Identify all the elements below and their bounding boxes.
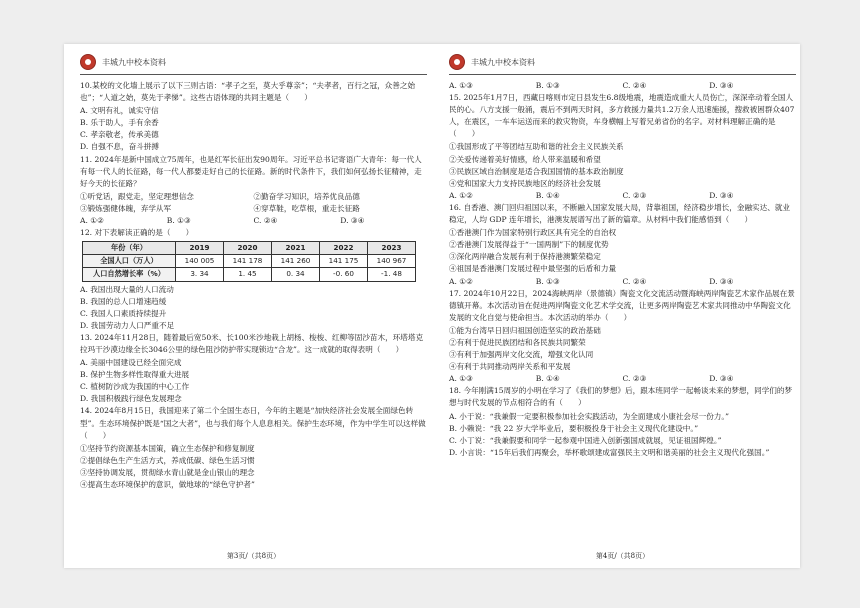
q16-choice-a: A. ①② xyxy=(449,276,473,286)
table-cell: 141 260 xyxy=(272,255,320,268)
table-header-label: 年份（年） xyxy=(83,242,176,255)
header-title: 丰城九中校本资料 xyxy=(471,58,535,67)
exam-sheet xyxy=(64,44,800,568)
q11-item-3: ③锻炼强健体魄，弃学从军 xyxy=(80,203,172,213)
question-10-stem: 10.某校的文化墙上展示了以下三则古语：“孝子之至，莫大乎尊亲”；“夫孝者，百行之冠，众善之始也”；“人道之始，莫先于孝悌”。这些古语体现的共同主题是（ ） xyxy=(80,81,416,103)
q16-item-1: ①香港澳门作为国家特别行政区具有完全的自治权 xyxy=(449,228,617,238)
q16-choice-d: D. ③④ xyxy=(709,276,734,286)
q17-choices xyxy=(449,373,796,385)
q15-item-2: ②关爱传递着美好情感，给人带来温暖和希望 xyxy=(449,154,601,164)
q17-choice-a: A. ①③ xyxy=(449,374,473,384)
q12-option-b: B. 我国的总人口增速趋缓 xyxy=(80,296,167,306)
q17-item-4: ④有利于共同推动两岸关系和平发展 xyxy=(449,362,571,372)
question-12-stem: 12. 对下表解读正确的是（ ） xyxy=(80,228,194,238)
table-cell: 141 178 xyxy=(224,255,272,268)
table-row-label: 全国人口（万人） xyxy=(83,255,176,268)
table-year: 2022 xyxy=(320,242,368,255)
school-logo-icon xyxy=(449,54,465,70)
q11-item-4: ④穿草鞋，吃草根，重走长征路 xyxy=(253,203,360,213)
header-title: 丰城九中校本资料 xyxy=(102,58,166,67)
q10-option-b: B. 乐于助人，手有余香 xyxy=(80,118,159,128)
q11-item-2: ②勤奋学习知识，培养优良品德 xyxy=(253,191,360,201)
q13-option-d: D. 我国积极践行绿色发展理念 xyxy=(80,394,182,404)
q13-option-c: C. 植树防沙成为我国的中心工作 xyxy=(80,382,190,392)
q11-items-row1 xyxy=(80,191,427,203)
q15-item-4: ④党和国家大力支持民族地区的经济社会发展 xyxy=(449,178,601,188)
page-footer: 第4页/（共8页） xyxy=(595,551,650,560)
q14-item-4: ④提高生态环境保护的意识，做地球的“绿色守护者” xyxy=(80,480,255,489)
q14-item-3: ③坚持协调发展，贯彻绿水青山就是金山银山的理念 xyxy=(80,467,255,477)
q14-choice-c: C. ②④ xyxy=(622,81,647,90)
question-18-stem: 18. 今年刚满15周岁的小明在学习了《我们的梦想》后，跟本班同学一起畅谈未来的梦想，同学们的梦想与时代发展的节点相符合的有（ ） xyxy=(449,386,793,408)
q11-choice-b: B. ①③ xyxy=(166,216,191,226)
q15-choices xyxy=(449,190,796,202)
q16-item-2: ②香港澳门发展得益于“一国两制”下的制度优势 xyxy=(449,240,609,250)
q10-option-c: C. 孝亲敬老，传承美德 xyxy=(80,130,159,140)
q13-option-a: A. 美丽中国建设已经全面完成 xyxy=(80,358,182,368)
q15-choice-c: C. ②③ xyxy=(622,190,647,200)
q16-choice-c: C. ②④ xyxy=(622,276,647,286)
q16-choice-b: B. ①③ xyxy=(535,276,560,286)
page-body xyxy=(449,80,796,459)
school-logo-icon xyxy=(80,54,96,70)
q17-choice-c: C. ②③ xyxy=(622,374,647,384)
q18-option-c: C. 小丁说：“我兼假要和同学一起参观中国进入创新强国成就展，见证祖国辉煌。” xyxy=(449,435,722,445)
table-cell: 141 175 xyxy=(320,255,368,268)
page-footer: 第3页/（共8页） xyxy=(226,551,281,560)
q14-item-1: ①坚持节约资源基本国策，确立生态保护和修复制度 xyxy=(80,443,255,453)
q10-option-d: D. 自强不息，奋斗拼搏 xyxy=(80,142,159,152)
q14-choice-b: B. ①③ xyxy=(535,81,560,90)
table-cell: -0. 60 xyxy=(320,268,368,281)
table-cell: 1. 45 xyxy=(224,268,272,281)
q10-option-a: A. 文明有礼，诚实守信 xyxy=(80,106,159,116)
page-left xyxy=(80,44,427,568)
table-cell: 3. 34 xyxy=(176,268,224,281)
q16-item-3: ③深化两岸融合发展有利于保持港澳繁荣稳定 xyxy=(449,252,601,262)
q15-choice-a: A. ①② xyxy=(449,190,473,200)
page-header xyxy=(449,54,796,75)
table-year: 2021 xyxy=(272,242,320,255)
q17-choice-d: D. ③④ xyxy=(709,374,734,384)
q15-choice-b: B. ①④ xyxy=(535,190,560,200)
table-cell: 140 967 xyxy=(368,255,416,268)
q18-option-b: B. 小赖说：“我 22 岁大学毕业后，要积极投身于社会主义现代化建设中。” xyxy=(449,423,699,433)
q18-option-d: D. 小言说：“15年后我们再聚会，举杯歌颂建成富强民主文明和谐美丽的社会主义现代化强国。” xyxy=(449,447,770,457)
q14-choice-d: D. ③④ xyxy=(709,81,734,90)
q17-item-3: ③有利于加强两岸文化交流，增强文化认同 xyxy=(449,350,594,360)
q17-item-2: ②有利于促进民族团结和各民族共同繁荣 xyxy=(449,337,586,347)
q14-choice-a: A. ①③ xyxy=(449,81,473,90)
table-year: 2023 xyxy=(368,242,416,255)
question-14-stem: 14. 2024年8月15日，我国迎来了第二个全国生态日，今年的主题是“加快经济社会发展全面绿色转型”。生态环境保护既是“国之大者”，也与我们每个人息息相关。保护生态环境，作为中学生可以这样做（ ） xyxy=(80,406,426,440)
table-year: 2020 xyxy=(224,242,272,255)
population-table xyxy=(82,241,416,281)
page-body xyxy=(80,80,427,491)
q12-option-d: D. 我国劳动力人口严重不足 xyxy=(80,320,175,330)
q14-item-2: ②提倡绿色生产生活方式，养成低碳、绿色生活习惯 xyxy=(80,455,255,465)
q11-choice-a: A. ①② xyxy=(80,216,104,226)
q15-item-3: ③民族区域自治制度是适合我国国情的基本政治制度 xyxy=(449,166,624,176)
question-15-stem: 15. 2025年1月7日，西藏日喀则市定日县发生6.8级地震，地震造成重大人员伤亡，深深牵动着全国人民的心。八方支援一般涌，震后不到两天时间，多方救援力量共1.2万余人迅速施援，搜救被困群众407人，在震区，一车车运送而来的救灾物资，车身横幅上写着兄弟省份的名字。对材料理解正确的是（ ） xyxy=(449,93,795,139)
q17-choice-b: B. ①④ xyxy=(535,374,560,384)
q11-items-row2 xyxy=(80,203,427,215)
q15-choice-d: D. ③④ xyxy=(709,190,734,200)
q16-choices xyxy=(449,276,796,288)
table-row-label: 人口自然增长率（%） xyxy=(83,268,176,281)
question-16-stem: 16. 自香港、澳门回归祖国以来，不断融入国家发展大局，背靠祖国，经济稳步增长，金融实达、就业稳定，人均 GDP 连年增长，港澳发展谱写出了新的篇章。从材料中我们能感悟到（ ） xyxy=(449,202,791,225)
q11-item-1: ①听党话，跟党走，坚定理想信念 xyxy=(80,191,194,201)
q16-item-4: ④祖国是香港澳门发展过程中最坚强的后盾和力量 xyxy=(449,264,617,274)
question-17-stem: 17. 2024年10月22日，2024海峡两岸（景德镇）陶瓷文化交流活动暨海峡两岸陶瓷艺术家作品展在景德镇开幕。本次活动旨在促进两岸陶瓷文化艺术学交流，让更多两岸陶瓷艺术家共同推动中华陶瓷文化发展的文化自觉与使命担当。本次活动的举办（ ） xyxy=(449,288,795,322)
table-year: 2019 xyxy=(176,242,224,255)
page-header xyxy=(80,54,427,75)
page-right xyxy=(449,44,796,568)
q12-option-c: C. 我国人口素质持续提升 xyxy=(80,308,167,318)
q11-choices xyxy=(80,215,427,227)
question-11-stem: 11. 2024年是新中国成立75周年，也是红军长征出发90周年。习近平总书记寄语广大青年：每一代人有每一代人的长征路，每一代人都要走好自己的长征路。新的时代条件下，我们如何弘扬长征精神，走好今天的长征路？ xyxy=(80,154,422,188)
q14-choices xyxy=(449,80,796,92)
q11-choice-c: C. ②④ xyxy=(253,216,278,226)
question-13-stem: 13. 2024年11月28日，随着最后宽50米、长100米沙地栽上胡杨、梭梭、红柳等固沙苗木，环塔塔克拉玛干沙漠边缘全长3046公里的绿色阻沙防护带实现锁边“合龙”。这一成就的取得表明（ ） xyxy=(80,332,424,354)
table-cell: 140 005 xyxy=(176,255,224,268)
q12-option-a: A. 我国出现大量的人口流动 xyxy=(80,284,174,294)
table-cell: 0. 34 xyxy=(272,268,320,281)
q18-option-a: A. 小于说：“我兼假一定要积极参加社会实践活动，为全面建成小康社会尽一份力。” xyxy=(449,411,730,421)
q11-choice-d: D. ③④ xyxy=(340,216,365,226)
table-cell: -1. 48 xyxy=(368,268,416,281)
q17-item-1: ①能为台湾早日回归祖国创造坚实的政治基础 xyxy=(449,325,601,335)
q15-item-1: ①我国形成了平等团结互助和谐的社会主义民族关系 xyxy=(449,142,624,152)
q13-option-b: B. 保护生物多样性取得重大进展 xyxy=(80,370,190,380)
